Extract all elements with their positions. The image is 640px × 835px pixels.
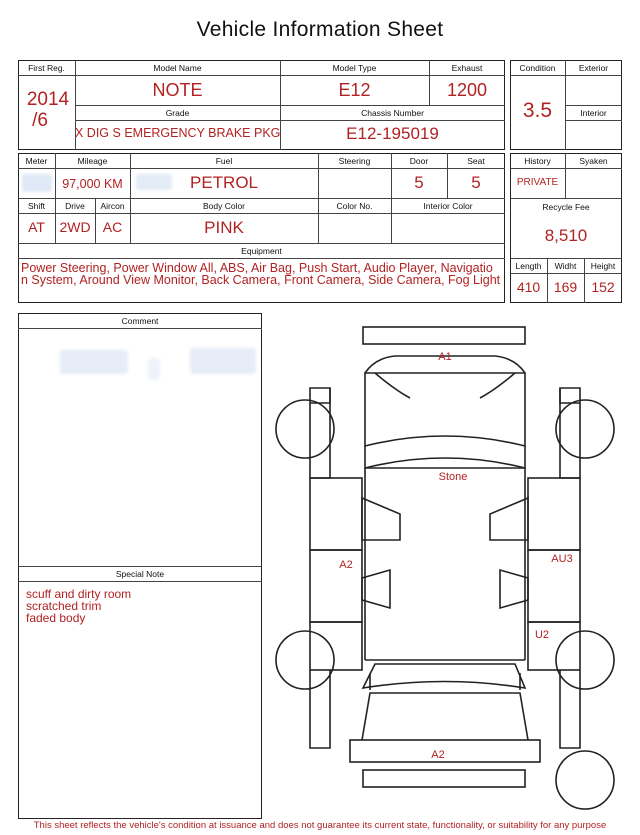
damage-mark-right-side: AU3 <box>551 553 573 565</box>
comment-redacted <box>148 358 160 380</box>
first-reg-year: 2014 <box>26 89 70 110</box>
comment-redacted <box>60 350 128 374</box>
condition-value: 3.5 <box>522 99 553 122</box>
equipment-line-1: Power Steering, Power Window All, ABS, Air Bag, Push Start, Audio Player, Navigatio <box>21 261 493 275</box>
mileage-label: Mileage <box>77 156 108 166</box>
length-value: 410 <box>516 279 541 295</box>
drive-value: 2WD <box>59 219 91 235</box>
first-reg-label: First Reg. <box>28 63 65 73</box>
grade-value: X DIG S EMERGENCY BRAKE PKG <box>75 126 281 140</box>
meter-label: Meter <box>25 156 48 166</box>
exhaust-label: Exhaust <box>451 63 483 73</box>
seat-label: Seat <box>467 156 485 166</box>
aircon-value: AC <box>102 219 123 235</box>
mileage-value: 97,000 KM <box>62 177 123 191</box>
equipment-label: Equipment <box>241 246 282 256</box>
steering-label: Steering <box>338 156 371 166</box>
damage-mark-roof: Stone <box>438 471 468 483</box>
damage-mark-rear: A2 <box>431 749 445 761</box>
exhaust-value: 1200 <box>446 80 488 100</box>
model-name-value: NOTE <box>152 80 203 100</box>
shift-label: Shift <box>27 201 45 211</box>
model-type-label: Model Type <box>332 63 377 73</box>
equipment-line-2: n System, Around View Monitor, Back Camera, Front Camera, Side Camera, Fog Light <box>21 273 501 287</box>
damage-mark-front: A1 <box>438 351 452 363</box>
chassis-value: E12-195019 <box>346 124 439 143</box>
interior-color-label: Interior Color <box>423 201 473 211</box>
model-name-label: Model Name <box>153 63 202 73</box>
chassis-label: Chassis Number <box>361 108 424 118</box>
model-type-value: E12 <box>338 80 371 100</box>
fuel-value: PETROL <box>189 173 259 192</box>
comment-label: Comment <box>121 316 159 326</box>
width-label: Widht <box>554 261 577 271</box>
sheet-title: Vehicle Information Sheet <box>196 18 444 41</box>
shift-value: AT <box>28 219 45 235</box>
special-note-label: Special Note <box>115 569 165 579</box>
syaken-label: Syaken <box>579 156 608 166</box>
special-note-list <box>26 588 131 624</box>
recycle-fee-value: 8,510 <box>544 226 588 245</box>
disclaimer-footer: This sheet reflects the vehicle's condition at issuance and does not guarantee its current state, functionality, or suitability for any purpose <box>33 820 607 831</box>
history-label: History <box>524 156 551 166</box>
drive-label: Drive <box>65 201 85 211</box>
door-value: 5 <box>414 173 424 192</box>
exterior-label: Exterior <box>578 63 609 73</box>
body-color-label: Body Color <box>202 201 246 211</box>
meter-redacted <box>22 174 52 192</box>
damage-mark-left-side: A2 <box>339 559 353 571</box>
fuel-label: Fuel <box>215 156 233 166</box>
color-no-label: Color No. <box>336 201 373 211</box>
interior-label: Interior <box>580 108 607 118</box>
aircon-label: Aircon <box>100 201 125 211</box>
seat-value: 5 <box>471 173 481 192</box>
comment-redacted <box>190 348 256 374</box>
history-value: PRIVATE <box>516 177 559 188</box>
body-color-value: PINK <box>204 218 244 237</box>
door-label: Door <box>409 156 429 166</box>
length-label: Length <box>515 261 542 271</box>
damage-mark-right-rear: U2 <box>534 629 550 641</box>
width-value: 169 <box>553 279 578 295</box>
height-value: 152 <box>591 279 615 295</box>
grade-label: Grade <box>165 108 190 118</box>
first-reg-month: /6 <box>32 110 48 131</box>
car-damage-diagram <box>270 318 626 823</box>
special-note-item: faded body <box>26 611 86 625</box>
special-note-item: scuff and dirty room <box>26 587 132 601</box>
recycle-fee-label: Recycle Fee <box>542 202 590 212</box>
condition-label: Condition <box>519 63 556 73</box>
height-label: Height <box>590 261 616 271</box>
special-note-item: scratched trim <box>26 599 102 613</box>
